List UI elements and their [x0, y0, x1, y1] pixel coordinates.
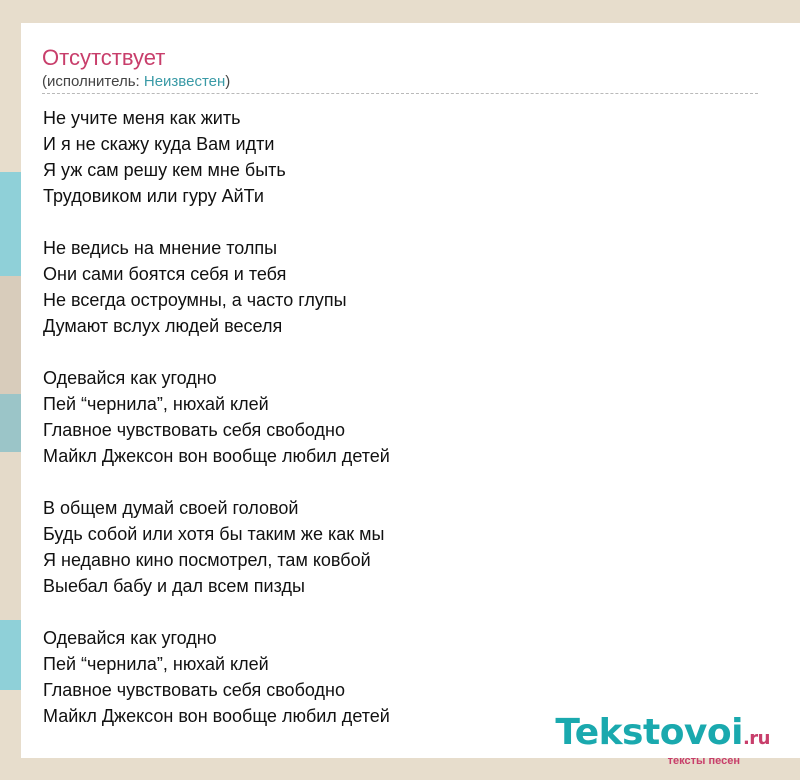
lyrics-line: Главное чувствовать себя свободно: [43, 420, 345, 440]
artist-link[interactable]: Неизвестен: [143, 73, 226, 90]
lyrics-line: В общем думай своей головой: [43, 498, 299, 518]
logo-wordmark: [555, 712, 770, 757]
lyrics-line: Одевайся как угодно: [43, 628, 217, 648]
lyrics-stanza: [43, 105, 743, 209]
lyrics-line: Выебал бабу и дал всем пизды: [43, 576, 305, 596]
site-logo[interactable]: [555, 712, 770, 767]
artist-prefix: (исполнитель:: [42, 73, 144, 90]
lyrics-card: [21, 23, 800, 767]
logo-main-text: Tekstovoi: [555, 712, 743, 753]
lyrics-stanza: [43, 495, 743, 599]
artist-line: [42, 73, 230, 90]
lyrics-line: Думают вслух людей веселя: [43, 316, 283, 336]
lyrics-line: Пей “чернила”, нюхай клей: [43, 394, 269, 414]
lyrics-line: И я не скажу куда Вам идти: [43, 134, 275, 154]
lyrics-text: [43, 105, 743, 755]
lyrics-line: Я недавно кино посмотрел, там ковбой: [43, 550, 371, 570]
artist-suffix: ): [225, 73, 231, 90]
lyrics-line: Пей “чернила”, нюхай клей: [43, 654, 269, 674]
song-title: Отсутствует: [42, 45, 166, 70]
lyrics-line: Будь собой или хотя бы таким же как мы: [43, 524, 385, 544]
lyrics-line: Одевайся как угодно: [43, 368, 217, 388]
lyrics-line: Майкл Джексон вон вообще любил детей: [43, 446, 390, 466]
lyrics-line: Они сами боятся себя и тебя: [43, 264, 287, 284]
lyrics-line: Не учите меня как жить: [43, 108, 241, 128]
lyrics-stanza: [43, 235, 743, 339]
lyrics-line: Не ведись на мнение толпы: [43, 238, 278, 258]
lyrics-line: Трудовиком или гуру АйТи: [43, 186, 264, 206]
lyrics-line: Главное чувствовать себя свободно: [43, 680, 345, 700]
lyrics-stanza: [43, 365, 743, 469]
logo-tld: .ru: [742, 728, 770, 749]
lyrics-line: Не всегда остроумны, а часто глупы: [43, 290, 347, 310]
logo-tagline: тексты песен: [667, 755, 740, 767]
title-divider: [42, 93, 758, 94]
lyrics-line: Майкл Джексон вон вообще любил детей: [43, 706, 390, 726]
lyrics-line: Я уж сам решу кем мне быть: [43, 160, 286, 180]
